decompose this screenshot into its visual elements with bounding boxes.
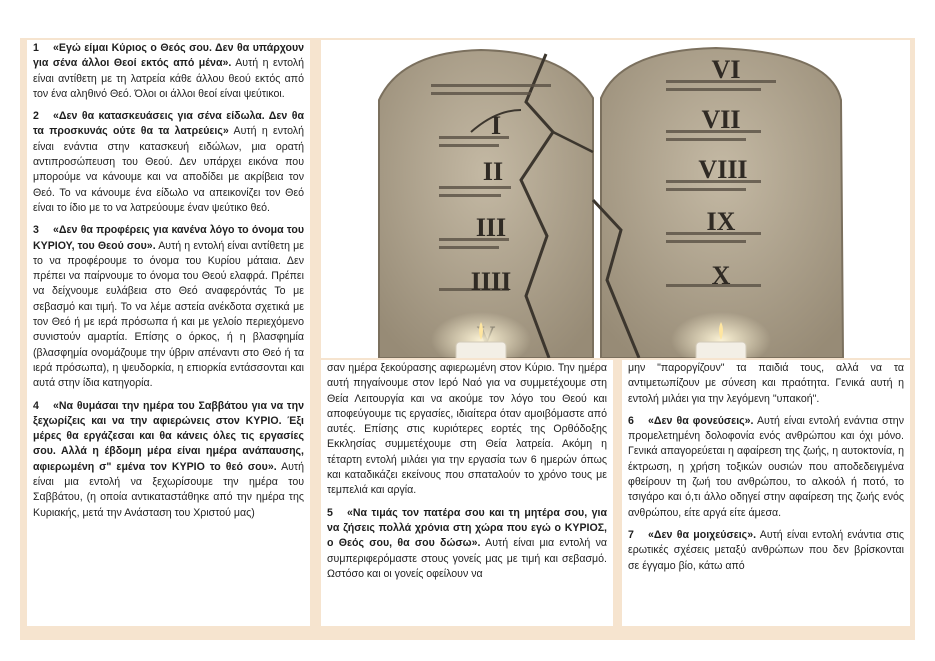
commandment-explanation: Αυτή η εντολή είναι αντίθετη με το να προφέρουμε το όνομα του Κυρίου μάταια. Δεν πρέπει να παίρνουμε το όνομα του Θεού ελαφρά. Πρέπει να δείχνουμε ευλάβεια στο Θεό αναφερόντάς Το με σεβασμό και τιμή. Το να λέμε αστεία ανέκδοτα σχετικά με τον Θεό ή με ιερά πρόσωπα ή και με γελοίο περιεχόμενο συνιστούν αμαρτία. Επίσης ο όρκος, ή η βλασφημία (βλασφημία ονομάζουμε την ύβριν απέναντι στο Θεό ή τα ιερά πρόσωπα), η ψευδορκία, η επιορκία εντάσσονται και αυτά στην ίδια κατηγορία. — [33, 239, 304, 390]
commandment-4-continuation: σαν ημέρα ξεκούρασης αφιερωμένη στον Κύριο. Την ημέρα αυτή πηγαίνουμε στον Ιερό Ναό για να συμμετέχουμε στη Θεία Λειτουργία και να ακούμε τον λόγο του Θεού και αποφεύγουμε τις εργασίες, ιδιαίτερα όταν αμοιβόμαστε από αυτές. Επίσης στις κυριότερες εορτές της Ορθόδοξης Εκκλησίας συμμετέχουμε στη Θεία λατρεία. Ακόμη η τέταρτη εντολή μιλάει για την εργασία των 6 ημερών όπως και καταδικάζει εκείνους που σπαταλούν το χρόνο τους με τεμπελιά και αργία. — [327, 362, 607, 497]
commandment-6 — [628, 414, 904, 521]
commandment-number: 2 — [33, 110, 39, 123]
commandment-4 — [33, 399, 304, 521]
commandment-5-continuation: μην "παροργίζουν" τα παιδιά τους, αλλά να τα αντιμετωπίζουν με σύνεση και πραότητα. Γενικά αυτή η εντολή μιλάει για την λεγόμενη "υπακοή". — [628, 362, 904, 405]
commandment-quote: «Να θυμάσαι την ημέρα του Σαββάτου για να την ξεχωρίζεις και να την αφιερώνεις στον ΚΥΡΙΟ. Έξι μέρες θα εργάζεσαι και θα κάνεις όλες τις εργασίες σου. Αλλά η έβδομη μέρα είναι ημέρα ανάπαυσης, αφιερωμένη σ" εμένα τον ΚΥΡΙΟ το θεό σου». — [33, 399, 304, 473]
left-column — [27, 40, 310, 626]
commandment-2 — [33, 109, 304, 216]
commandment-explanation: Αυτή είναι εντολή ενάντια στις ερωτικές σχέσεις μεταξύ ανθρώπων που δεν βρίσκονται σε έγγαμο βίο, κάτω από — [628, 528, 904, 572]
commandment-3 — [33, 223, 304, 391]
commandment-quote: «Δεν θα προφέρεις για κανένα λόγο το όνομα του ΚΥΡΙΟΥ, του Θεού σου». — [33, 224, 304, 252]
commandment-explanation: Αυτή είναι μια εντολή να συμπεριφερόμαστε στους γονείς μας με τιμή και σεβασμό. Ωστόσο και οι γονείς οφείλουν να — [327, 537, 608, 580]
commandment-explanation: Αυτή είναι εντολή ενάντια στην προμελετημένη δολοφονία ενός ανθρώπου και όχι μόνο. Γενικά απαγορεύεται η αφαίρεση της ζωής, η αυτοκτονία, η έκτρωση, η χρήση τοξικών ουσιών που αποδεδειγμένα φθείρουν τη ζωή του ανθρώπου, το αλκοόλ ή ποτό, το τσιγάρο και ό,τι άλλο οδηγεί στην αφαίρεση της ζωής ενός ανθρώπου, είτε αργά είτε άμεσα. — [628, 414, 904, 519]
left-tablet — [379, 50, 593, 358]
commandment-quote: «Εγώ είμαι Κύριος ο Θεός σου. Δεν θα υπάρχουν για σένα άλλοι Θεοί εκτός από μένα». — [33, 42, 304, 70]
ten-commandments-tablets-image — [321, 40, 910, 358]
tablet-numeral: IX — [706, 207, 736, 236]
commandment-number: 6 — [628, 414, 634, 427]
commandment-number: 5 — [327, 506, 333, 519]
commandment-explanation: Αυτή είναι μια εντολή να ξεχωρίσουμε την ημέρα του Σαββάτου, (η οποία αντικαταστάθηκε από την ημέρα της Κυριακής, μετά την Ανάσταση του Χριστού μας) — [33, 460, 304, 519]
commandment-explanation: Αυτή η εντολή είναι αντίθετη με τη λατρεία κάθε άλλου θεού εκτός από τον ένα αληθινό Θεό. Όλοι οι άλλοι θεοί είναι ψεύτικοι. — [33, 57, 304, 100]
tablet-numeral: X — [711, 261, 731, 290]
commandment-quote: «Να τιμάς τον πατέρα σου και τη μητέρα σου, για να ζήσεις πολλά χρόνια στη χώρα που εγώ ο ΚΥΡΙΟΣ, ο Θεός σου, θα σου δώσω». — [327, 506, 607, 550]
commandment-5 — [327, 506, 607, 582]
tablet-numeral: VIII — [698, 155, 748, 184]
commandment-number: 7 — [628, 528, 634, 541]
tablet-numeral: VII — [701, 105, 741, 134]
commandment-number: 1 — [33, 42, 39, 54]
commandment-1 — [33, 41, 304, 102]
commandment-quote: «Δεν θα φονεύσεις». — [648, 414, 754, 427]
right-tablet — [601, 48, 843, 358]
commandment-number: 3 — [33, 224, 39, 237]
right-column — [622, 360, 910, 626]
commandment-quote: «Δεν θα κατασκευάσεις για σένα είδωλα. Δεν θα τα προσκυνάς ούτε θα τα λατρεύεις» — [33, 110, 304, 138]
tablet-numeral: I — [490, 111, 502, 140]
commandment-explanation: Αυτή η εντολή είναι ενάντια στην κατασκευή ειδώλων, μια ορατή αντιπροσώπευση του Θεού. Δεν υπάρχει εικόνα που μπορούμε να κάνουμε και να αποδίδει με ακρίβεια τον Θεό. Το να κάνουμε ένα είδωλο να απεικονίζει τον Θεό είναι το ίδιο με το να λατρεύουμε έναν ψεύτικο θεό. — [33, 125, 304, 214]
commandment-number: 4 — [33, 399, 39, 412]
commandment-quote: «Δεν θα μοιχεύσεις». — [648, 528, 757, 541]
right-candle — [696, 342, 746, 358]
tablet-numeral: III — [475, 213, 507, 242]
tablets-photo — [321, 40, 910, 358]
tablet-numeral: II — [482, 157, 504, 186]
middle-column — [321, 360, 613, 626]
tablet-numeral: VI — [711, 55, 741, 84]
commandment-7 — [628, 528, 904, 574]
tablet-numeral: IIII — [470, 267, 512, 296]
left-candle — [456, 342, 506, 358]
